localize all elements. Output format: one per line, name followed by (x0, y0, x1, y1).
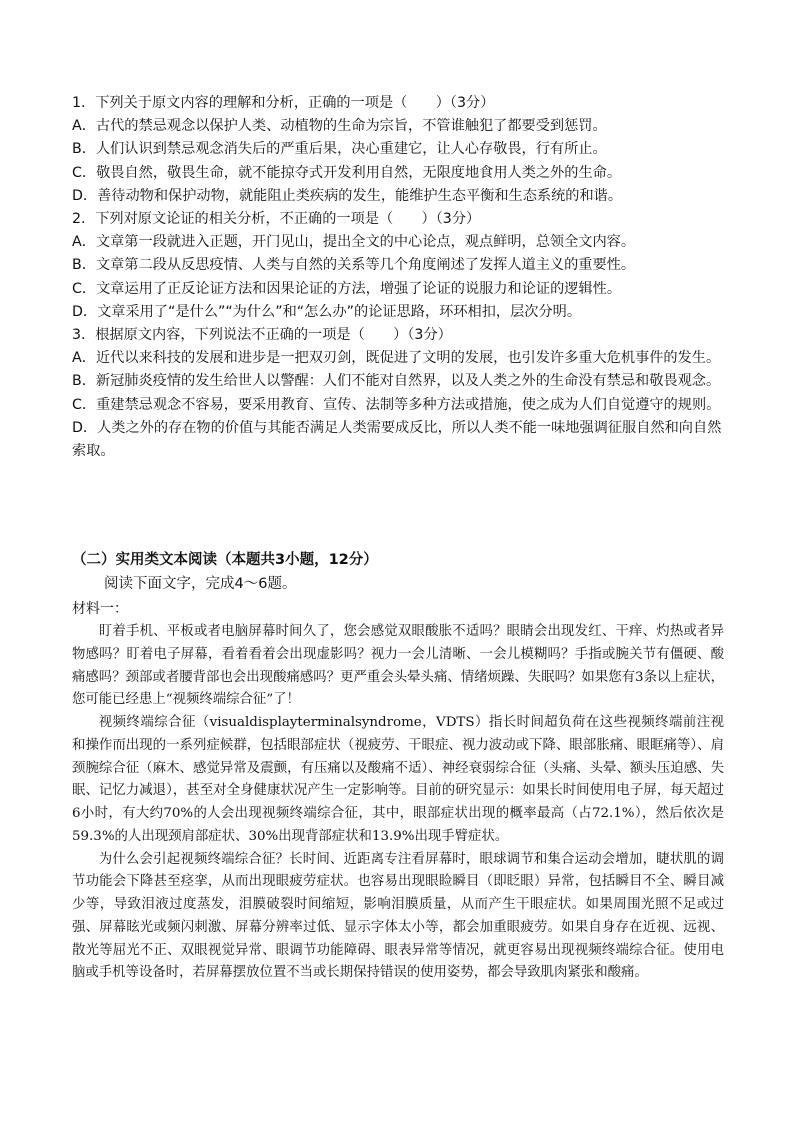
q1-option-d: D．善待动物和保护动物，就能阻止类疾病的发生，能维护生态平衡和生态系统的和谐。 (72, 187, 623, 204)
material-paragraph-2: 视频终端综合征（visualdisplayterminalsyndrome，VDTS）指长时间超负荷在这些视频终端前注视和操作而出现的一系列症候群，包括眼部症状（视疲劳、干眼症、视力波动或下降、眼部胀痛、眼眶痛等）、肩颈腕综合征（麻木、感觉异常及震颤，有压痛以及酸痛不适）、神经衰弱综合征（头痛、头晕、额头压迫感、失眠、记忆力减退），甚至对全身健康状况产生一定影响等。目前的研究显示：如果长时间使用电子屏，每天超过6小时，有大约70%的人会出现视频终端综合征，其中，眼部症状出现的概率最高（占72.1%），然后依次是59.3%的人出现颈肩部症状、30%出现背部症状和13.9%出现手臂症状。 (72, 715, 724, 844)
q3-stem: 3．根据原文内容，下列说法不正确的一项是（ ）（3分） (72, 327, 452, 344)
section-heading: （二）实用类文本阅读（本题共3小题，12分） (72, 552, 378, 568)
q2-stem: 2．下列对原文论证的相关分析，不正确的一项是（ ）（3分） (72, 211, 481, 228)
q1-option-c: C．敬畏自然，敬畏生命，就不能掠夺式开发利用自然，无限度地食用人类之外的生命。 (72, 164, 622, 181)
q3-option-d: D．人类之外的存在物的价值与其能否满足人类需要成反比，所以人类不能一味地强调征服自然和向自然索取。 (72, 419, 722, 460)
q1-option-a: A．古代的禁忌观念以保护人类、动植物的生命为宗旨，不管谁触犯了都要受到惩罚。 (72, 118, 607, 135)
q2-option-b: B．文章第二段从反思疫情、人类与自然的关系等几个角度阐述了发挥人道主义的重要性。 (72, 257, 636, 274)
material-paragraph-1: 盯着手机、平板或者电脑屏幕时间久了，您会感觉双眼酸胀不适吗？眼睛会出现发红、干痒、灼热或者异物感吗？盯着电子屏幕，看着看着会出现虚影吗？视力一会儿清晰、一会儿模糊吗？手指或腕关节有僵硬、酸痛感吗？颈部或者腰背部也会出现酸痛感吗？更严重会头晕头痛、情绪烦躁、失眠吗？如果您有3条以上症状，您可能已经患上“视频终端综合征”了！ (72, 624, 724, 708)
questions-1-3 (72, 92, 722, 463)
q3-option-a: A．近代以来科技的发展和进步是一把双刃剑，既促进了文明的发展，也引发许多重大危机事件的发生。 (72, 350, 721, 367)
q2-option-c: C．文章运用了正反论证方法和因果论证的方法，增强了论证的说服力和论证的逻辑性。 (72, 280, 622, 297)
q1-stem: 1．下列关于原文内容的理解和分析，正确的一项是（ ）（3分） (72, 95, 495, 111)
section-instruction: 阅读下面文字，完成4～6题。 (104, 576, 297, 592)
q1-option-b: B．人们认识到禁忌观念消失后的严重后果，决心重建它，让人心存敬畏，行有所止。 (72, 141, 607, 158)
material-paragraph-3: 为什么会引起视频终端综合征？长时间、近距离专注看屏幕时，眼球调节和集合运动会增加，睫状肌的调节功能会下降甚至痉挛，从而出现眼疲劳症状。也容易出现眼睑瞬目（即眨眼）异常，包括瞬目不全、瞬目减少等，导致泪液过度蒸发，泪膜破裂时间缩短，影响泪膜质量，从而产生干眼症状。如果周围光照不足或过强、屏幕眩光或频闪刺激、屏幕分辨率过低、显示字体太小等，都会加重眼疲劳。如果自身存在近视、远视、散光等屈光不正、双眼视觉异常、眼调节功能障碍、眼表异常等情况，就更容易出现视频终端综合征。使用电脑或手机等设备时，若屏幕摆放位置不当或长期保持错误的使用姿势，都会导致肌肉紧张和酸痛。 (72, 851, 724, 981)
material-text (72, 621, 724, 985)
q3-option-c: C．重建禁忌观念不容易，要采用教育、宣传、法制等多种方法或措施，使之成为人们自觉遵守的规则。 (72, 396, 721, 413)
material-label: 材料一： (72, 601, 128, 617)
q2-option-a: A．文章第一段就进入正题，开门见山，提出全文的中心论点，观点鲜明，总领全文内容。 (72, 234, 636, 251)
q3-option-b: B．新冠肺炎疫情的发生给世人以警醒：人们不能对自然界，以及人类之外的生命没有禁忌和敬畏观念。 (72, 373, 721, 390)
q2-option-d: D．文章采用了“是什么”“为什么”和“怎么办”的论证思路，环环相扣，层次分明。 (72, 303, 582, 320)
